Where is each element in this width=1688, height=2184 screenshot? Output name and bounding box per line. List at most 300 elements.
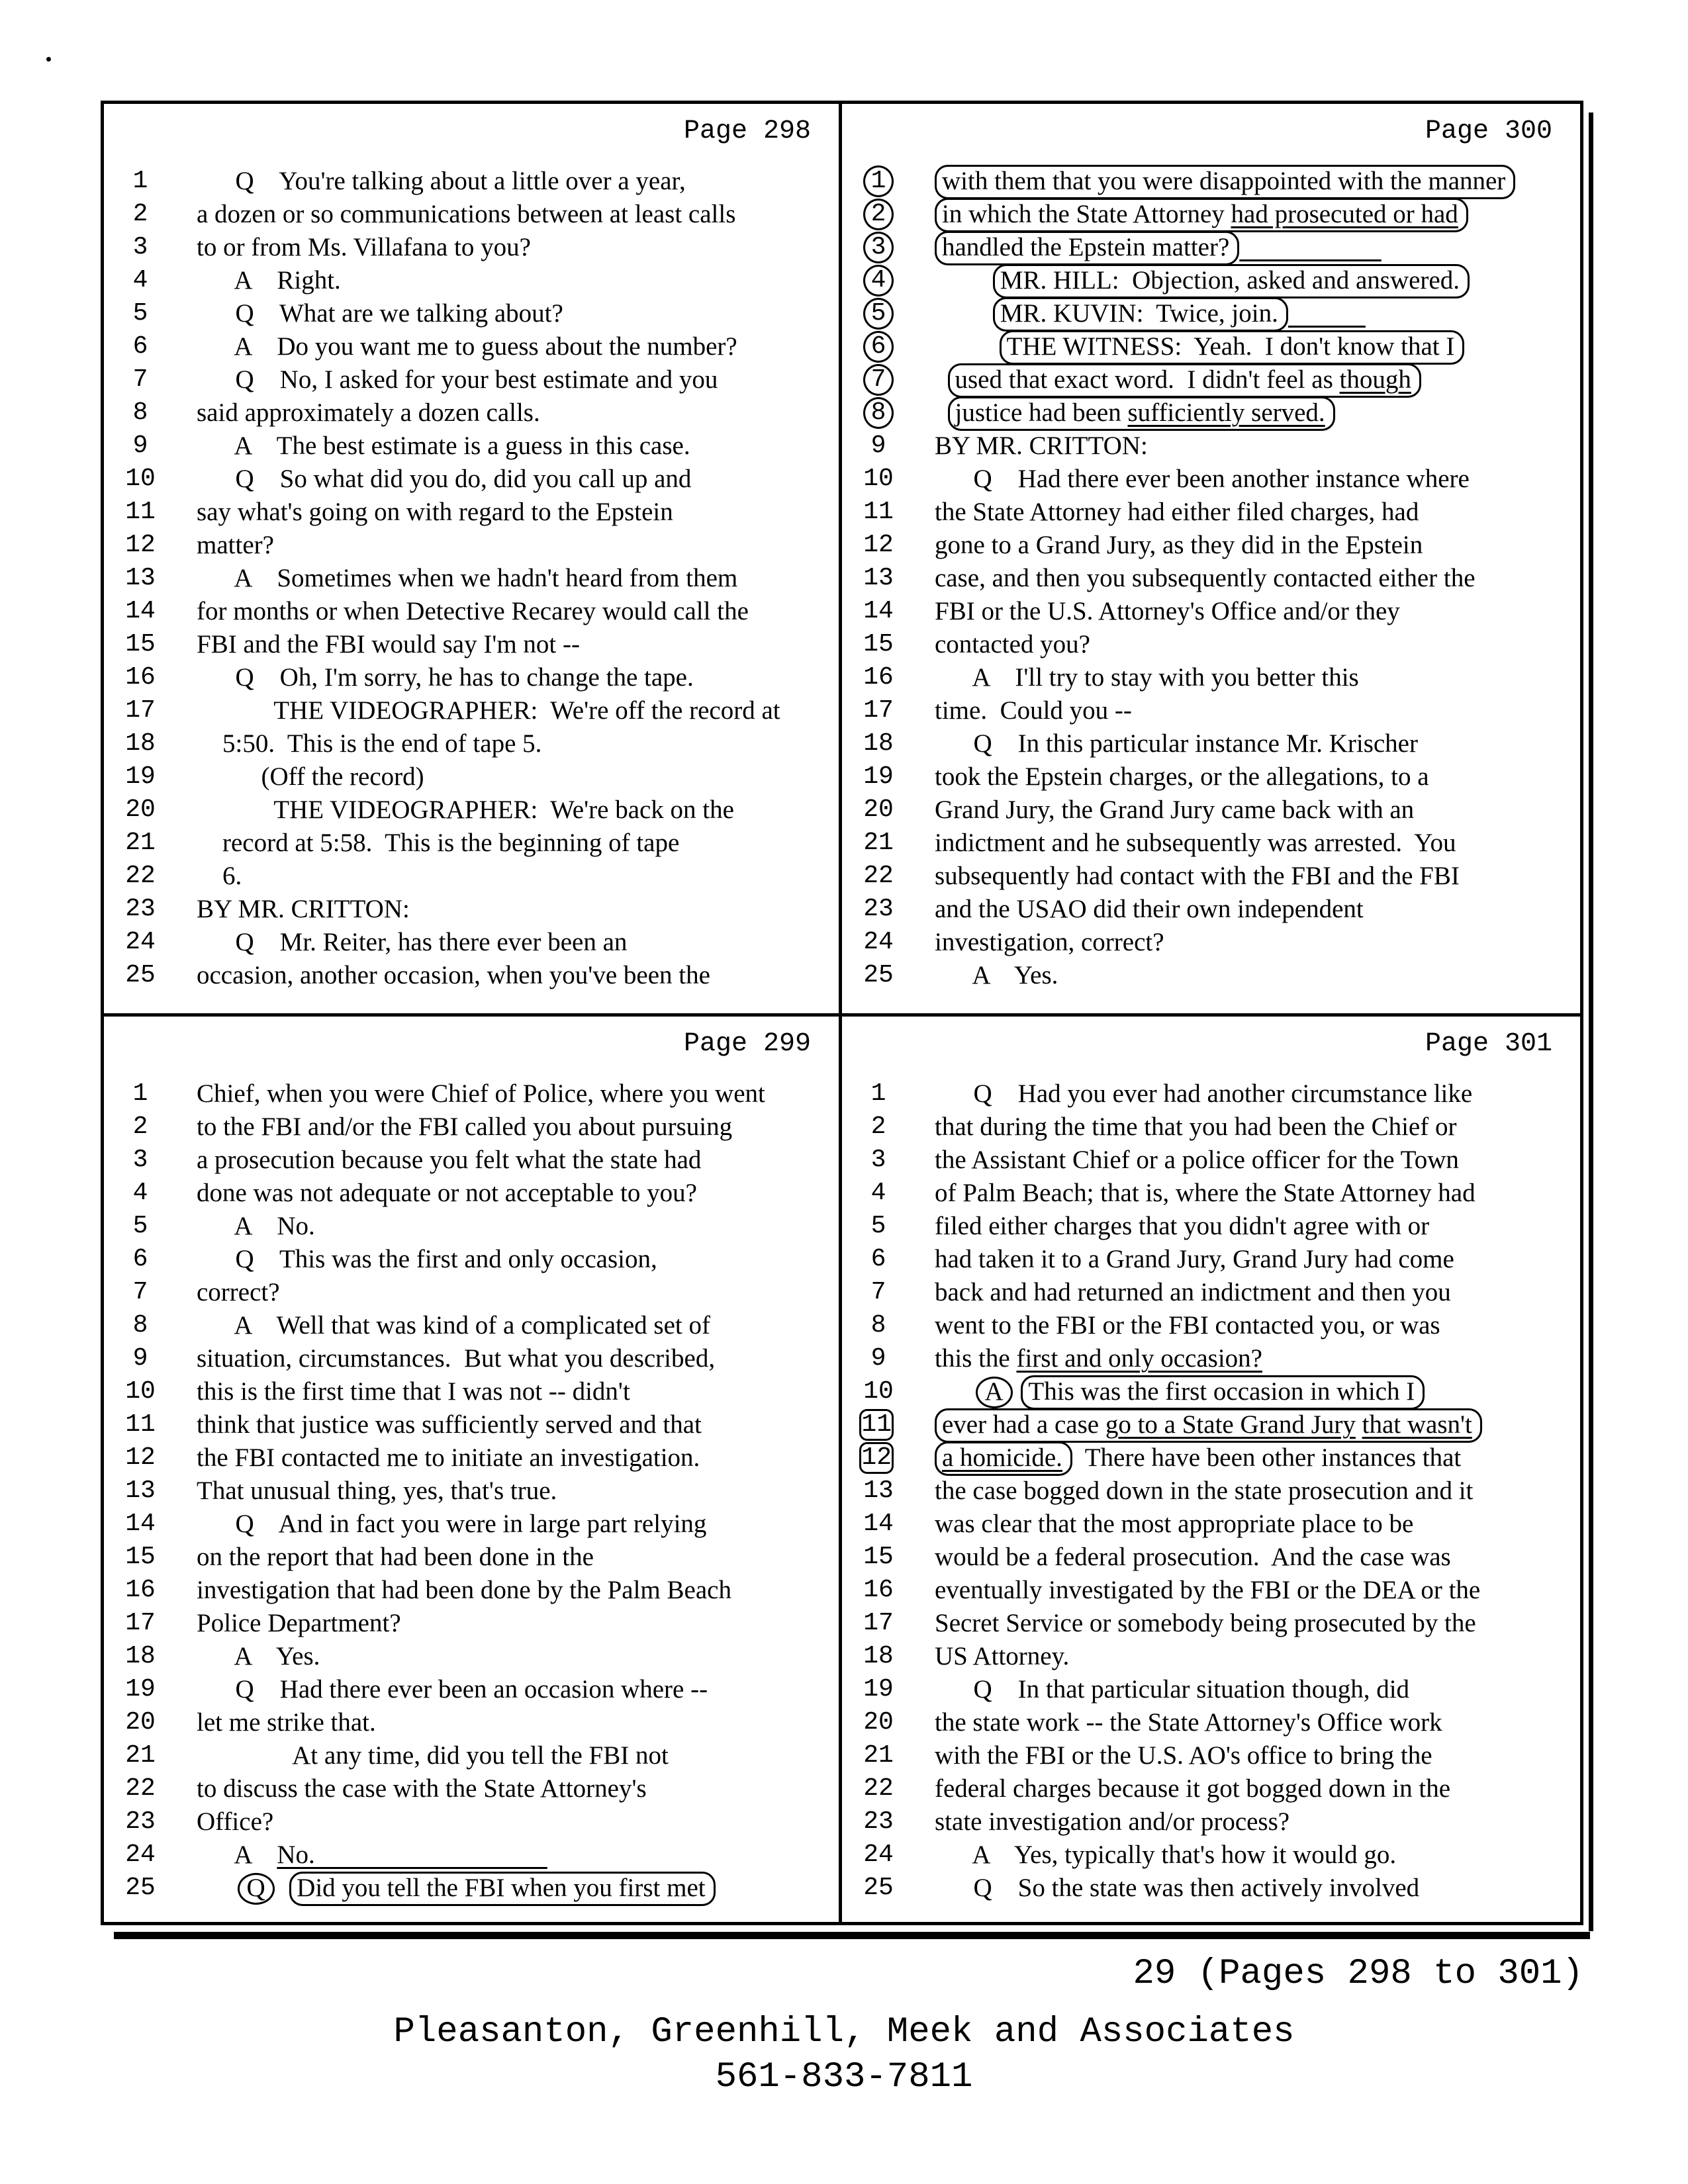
line-number: 15: [125, 1543, 156, 1571]
transcript-line: [104, 562, 839, 595]
line-segment: Office?: [197, 1807, 274, 1836]
line-segment: was clear that the most appropriate place to be: [935, 1510, 1414, 1538]
line-number: 12: [125, 531, 156, 559]
line-segment: THE WITNESS: Yeah. I don't know that I: [1006, 332, 1455, 361]
line-segment: though: [1339, 365, 1411, 394]
line-number: 4: [863, 265, 894, 296]
line-segment: Q So the state was then actively involved: [935, 1874, 1420, 1902]
line-text: [197, 1706, 839, 1739]
line-segment: This was the first occasion in which I: [1028, 1377, 1415, 1406]
line-number: 18: [863, 729, 894, 758]
line-text: [935, 860, 1580, 893]
line-number: 15: [863, 1543, 894, 1571]
line-segment: to discuss the case with the State Attorney's: [197, 1774, 647, 1803]
transcript-line: [104, 1772, 839, 1805]
transcript-line: [104, 893, 839, 926]
line-text: [935, 1077, 1580, 1111]
line-segment: That unusual thing, yes, that's true.: [197, 1477, 557, 1505]
line-segment: gone to a Grand Jury, as they did in the Epstein: [935, 531, 1423, 559]
transcript-line: [842, 860, 1580, 893]
line-segment: [935, 398, 948, 427]
line-text: [197, 430, 839, 463]
line-segment: A I'll try to stay with you better this: [935, 663, 1359, 692]
transcript-line: [842, 893, 1580, 926]
transcript-line: [104, 1077, 839, 1111]
transcript-line: [104, 496, 839, 529]
line-text: [935, 1177, 1580, 1210]
line-text: [197, 330, 839, 363]
line-number: 25: [125, 961, 156, 989]
transcript-line: [104, 628, 839, 661]
line-segment: [935, 266, 993, 295]
minipage-299: [104, 1017, 842, 1922]
transcript-line: [104, 959, 839, 992]
line-text: [197, 1243, 839, 1276]
line-text: [935, 1441, 1580, 1475]
annotation-box: [948, 363, 1421, 398]
line-text: [935, 1872, 1580, 1905]
line-segment: [935, 299, 993, 328]
line-segment: Q So what did you do, did you call up and: [197, 465, 692, 493]
line-number: 20: [863, 1708, 894, 1737]
line-number: 2: [863, 199, 894, 230]
line-segment: [935, 1377, 974, 1406]
line-text: [197, 297, 839, 330]
line-number: 7: [132, 365, 148, 394]
line-text: [935, 1475, 1580, 1508]
line-segment: Q Had you ever had another circumstance like: [935, 1079, 1473, 1108]
line-segment: [277, 1874, 290, 1902]
line-number: 18: [863, 1642, 894, 1670]
line-number: 19: [863, 762, 894, 791]
transcript-line: [842, 1111, 1580, 1144]
transcript-line: [104, 1111, 839, 1144]
transcript-line: [104, 330, 839, 363]
line-segment: A The best estimate is a guess in this case.: [197, 432, 690, 460]
line-segment: a prosecution because you felt what the state had: [197, 1146, 702, 1174]
line-segment: [1356, 1410, 1362, 1439]
line-number: 24: [125, 928, 156, 956]
transcript-line: [842, 1077, 1580, 1111]
line-segment: occasion, another occasion, when you've been the: [197, 961, 710, 989]
transcript-line: [842, 496, 1580, 529]
transcript-lines: [842, 1077, 1580, 1905]
line-text: [935, 727, 1580, 760]
line-segment: say what's going on with regard to the Epstein: [197, 498, 673, 526]
line-text: [197, 794, 839, 827]
line-segment: with them that you were disappointed with the manner: [942, 167, 1506, 195]
line-segment: A Do you want me to guess about the number?: [197, 332, 737, 361]
line-segment: for months or when Detective Recarey would call the: [197, 597, 749, 625]
line-number: 16: [863, 1576, 894, 1604]
line-segment: the State Attorney had either filed charges, had: [935, 498, 1419, 526]
line-text: [197, 198, 839, 231]
line-text: [197, 231, 839, 264]
line-number: 12: [863, 531, 894, 559]
transcript-line: [104, 363, 839, 396]
transcript-line: [104, 1706, 839, 1739]
line-number: 8: [863, 397, 894, 429]
transcript-line: [842, 1706, 1580, 1739]
line-number: 7: [870, 1278, 886, 1306]
line-text: [197, 595, 839, 628]
line-text: [935, 529, 1580, 562]
transcript-line: [104, 396, 839, 430]
line-text: [197, 1309, 839, 1342]
line-segment: this is the first time that I was not -- didn't: [197, 1377, 630, 1406]
line-number: 6: [863, 331, 894, 363]
line-segment: Q In that particular situation though, did: [935, 1675, 1410, 1704]
transcript-line: [104, 1640, 839, 1673]
line-number: 10: [863, 1377, 894, 1406]
transcript-line: [104, 1541, 839, 1574]
line-number: 2: [870, 1113, 886, 1141]
minipage-298: [104, 104, 842, 1017]
line-text: [935, 165, 1580, 198]
line-text: [935, 694, 1580, 727]
line-number: 16: [125, 1576, 156, 1604]
transcript-line: [842, 165, 1580, 198]
line-text: [935, 1276, 1580, 1309]
line-text: [935, 1144, 1580, 1177]
line-segment: correct?: [197, 1278, 280, 1306]
line-text: [197, 727, 839, 760]
line-segment: MR. KUVIN: Twice, join.: [1000, 299, 1278, 328]
line-text: [935, 1375, 1580, 1408]
transcript-line: [842, 1475, 1580, 1508]
line-segment: A Right.: [197, 266, 341, 295]
line-text: [935, 1839, 1580, 1872]
line-text: [197, 860, 839, 893]
line-segment: Q No, I asked for your best estimate and you: [197, 365, 718, 394]
line-segment: Q You're talking about a little over a year,: [197, 167, 686, 195]
line-text: [197, 1607, 839, 1640]
line-number: 1: [132, 167, 148, 195]
line-text: [935, 1706, 1580, 1739]
line-segment: Q In this particular instance Mr. Krischer: [935, 729, 1418, 758]
transcript-line: [104, 529, 839, 562]
line-segment: A Yes.: [935, 961, 1058, 989]
line-number: 25: [125, 1874, 156, 1902]
line-number: 21: [863, 829, 894, 857]
line-segment: 5:50. This is the end of tape 5.: [197, 729, 542, 758]
line-number: 10: [863, 465, 894, 493]
line-number: 6: [132, 1245, 148, 1273]
annotation-box: [935, 198, 1468, 232]
line-number: 14: [863, 597, 894, 625]
line-segment: Q Had there ever been an occasion where --: [197, 1675, 708, 1704]
line-segment: contacted you?: [935, 630, 1090, 659]
transcript-line: [104, 1872, 839, 1905]
line-number: 19: [125, 1675, 156, 1704]
line-segment: [1015, 1377, 1021, 1406]
line-text: [197, 1375, 839, 1408]
transcript-line: [842, 1839, 1580, 1872]
line-segment: FBI or the U.S. Attorney's Office and/or they: [935, 597, 1400, 625]
annotation-box: [1021, 1375, 1425, 1410]
transcript-line: [842, 1342, 1580, 1375]
line-number: 13: [863, 564, 894, 592]
line-text: [935, 1574, 1580, 1607]
scan-edge-bottom-bar: [114, 1932, 1590, 1939]
line-number: 4: [132, 266, 148, 295]
footer-court-reporter-name: Pleasanton, Greenhill, Meek and Associates: [393, 2012, 1295, 2052]
line-segment: situation, circumstances. But what you described,: [197, 1344, 716, 1373]
line-number: 16: [863, 663, 894, 692]
page-number-header: Page 299: [683, 1029, 811, 1059]
transcript-line: [104, 860, 839, 893]
line-number: 5: [863, 298, 894, 330]
line-number: 11: [859, 1409, 894, 1441]
line-number: 21: [125, 829, 156, 857]
line-segment: to or from Ms. Villafana to you?: [197, 233, 531, 261]
line-number: 22: [125, 862, 156, 890]
line-text: [935, 760, 1580, 794]
annotation-box: [935, 1408, 1482, 1443]
transcript-line: [842, 363, 1580, 396]
line-text: [197, 463, 839, 496]
line-segment: the state work -- the State Attorney's Office work: [935, 1708, 1442, 1737]
line-segment: used that exact word. I didn't feel as: [955, 365, 1340, 394]
line-segment: A: [976, 1377, 1013, 1408]
line-number: 9: [870, 432, 886, 460]
line-segment: on the report that had been done in the: [197, 1543, 594, 1571]
transcript-line: [104, 1276, 839, 1309]
transcript-line: [104, 1342, 839, 1375]
line-number: 25: [863, 961, 894, 989]
line-segment: a homicide.: [942, 1443, 1062, 1472]
line-text: [197, 1111, 839, 1144]
line-text: [197, 661, 839, 694]
line-text: [197, 165, 839, 198]
footer-page-reference: 29 (Pages 298 to 301): [1133, 1954, 1583, 1994]
line-number: 18: [125, 729, 156, 758]
line-segment: MR. HILL: Objection, asked and answered.: [1000, 266, 1460, 295]
transcript-line: [842, 694, 1580, 727]
line-number: 11: [125, 498, 156, 526]
line-number: 8: [870, 1311, 886, 1340]
line-segment: subsequently had contact with the FBI and the FBI: [935, 862, 1460, 890]
line-text: [197, 694, 839, 727]
line-text: [935, 1640, 1580, 1673]
line-segment: Q Had there ever been another instance where: [935, 465, 1470, 493]
line-text: [197, 1640, 839, 1673]
transcript-grid: [101, 101, 1583, 1925]
transcript-line: [842, 1243, 1580, 1276]
line-text: [197, 628, 839, 661]
line-segment: Q This was the first and only occasion,: [197, 1245, 657, 1273]
transcript-line: [842, 562, 1580, 595]
line-number: 12: [125, 1443, 156, 1472]
transcript-line: [842, 926, 1580, 959]
line-number: 19: [863, 1675, 894, 1704]
transcript-line: [104, 694, 839, 727]
line-text: [935, 264, 1580, 297]
line-segment: No.: [277, 1841, 547, 1869]
line-number: 25: [863, 1874, 894, 1902]
line-number: 21: [863, 1741, 894, 1770]
minipage-300: [842, 104, 1580, 1017]
line-text: [197, 363, 839, 396]
transcript-line: [842, 1607, 1580, 1640]
transcript-line: [842, 794, 1580, 827]
transcript-line: [842, 1772, 1580, 1805]
line-text: [935, 297, 1580, 330]
line-text: [197, 1408, 839, 1441]
line-number: 13: [125, 1477, 156, 1505]
line-number: 15: [863, 630, 894, 659]
transcript-line: [104, 661, 839, 694]
transcript-line: [842, 1739, 1580, 1772]
line-segment: investigation that had been done by the Palm Beach: [197, 1576, 731, 1604]
line-segment: Chief, when you were Chief of Police, where you went: [197, 1079, 765, 1108]
line-segment: A Yes, typically that's how it would go.: [935, 1841, 1397, 1869]
transcript-lines: [842, 165, 1580, 992]
line-number: 18: [125, 1642, 156, 1670]
line-segment: Q What are we talking about?: [197, 299, 563, 328]
line-segment: [935, 332, 1000, 361]
line-number: 23: [863, 1807, 894, 1836]
line-segment: Q And in fact you were in large part relying: [197, 1510, 707, 1538]
line-number: 20: [125, 1708, 156, 1737]
transcript-line: [842, 1508, 1580, 1541]
line-text: [197, 760, 839, 794]
line-segment: a dozen or so communications between at least calls: [197, 200, 736, 228]
line-number: 14: [125, 1510, 156, 1538]
line-segment: that wasn't: [1362, 1410, 1472, 1439]
line-segment: [935, 365, 948, 394]
scan-edge-right-bar: [1589, 113, 1593, 1931]
line-segment: Q Oh, I'm sorry, he has to change the tape.: [197, 663, 694, 692]
line-segment: the case bogged down in the state prosecution and it: [935, 1477, 1474, 1505]
transcript-line: [104, 595, 839, 628]
line-segment: [1239, 233, 1382, 261]
line-text: [197, 264, 839, 297]
line-text: [935, 1243, 1580, 1276]
line-segment: sufficiently served.: [1127, 398, 1325, 427]
transcript-line: [842, 661, 1580, 694]
transcript-line: [104, 165, 839, 198]
transcript-line: [842, 1276, 1580, 1309]
transcript-line: [104, 198, 839, 231]
transcript-line: [104, 760, 839, 794]
line-number: 17: [125, 696, 156, 725]
transcript-line: [104, 1243, 839, 1276]
line-number: 24: [863, 1841, 894, 1869]
annotation-box: [1000, 330, 1465, 365]
line-text: [197, 1673, 839, 1706]
annotation-box: [289, 1872, 715, 1906]
line-number: 23: [125, 1807, 156, 1836]
line-segment: There have been other instances that: [1072, 1443, 1462, 1472]
line-segment: go to a State Grand Jury: [1105, 1410, 1356, 1439]
transcript-lines: [104, 1077, 839, 1905]
line-text: [935, 330, 1580, 363]
line-number: 8: [132, 398, 148, 427]
transcript-line: [842, 1574, 1580, 1607]
line-number: 6: [132, 332, 148, 361]
line-number: 3: [863, 232, 894, 263]
transcript-line: [842, 297, 1580, 330]
line-text: [935, 1309, 1580, 1342]
annotation-box: [993, 264, 1470, 298]
transcript-line: [104, 231, 839, 264]
transcript-line: [842, 529, 1580, 562]
transcript-line: [842, 827, 1580, 860]
annotation-box: [993, 297, 1288, 332]
line-text: [935, 396, 1580, 430]
transcript-line: [842, 463, 1580, 496]
line-segment: first and only occasion?: [1016, 1344, 1262, 1373]
transcript-line: [104, 1739, 839, 1772]
line-text: [197, 562, 839, 595]
line-segment: let me strike that.: [197, 1708, 376, 1737]
line-segment: THE VIDEOGRAPHER: We're back on the: [197, 796, 734, 824]
line-segment: time. Could you --: [935, 696, 1132, 725]
line-number: 11: [125, 1410, 156, 1439]
line-number: 10: [125, 465, 156, 493]
transcript-line: [104, 1375, 839, 1408]
line-text: [935, 794, 1580, 827]
line-segment: handled the Epstein matter?: [942, 233, 1230, 261]
line-number: 12: [859, 1442, 894, 1474]
line-text: [197, 1739, 839, 1772]
line-segment: think that justice was sufficiently served and that: [197, 1410, 702, 1439]
line-number: 13: [125, 564, 156, 592]
line-text: [935, 1111, 1580, 1144]
transcript-line: [104, 1508, 839, 1541]
transcript-line: [104, 463, 839, 496]
transcript-line: [104, 926, 839, 959]
transcript-lines: [104, 165, 839, 992]
scan-artifact-dot: [46, 57, 51, 62]
line-segment: and the USAO did their own independent: [935, 895, 1364, 923]
transcript-line: [104, 1839, 839, 1872]
footer-phone-number: 561-833-7811: [715, 2057, 973, 2097]
transcript-line: [104, 1607, 839, 1640]
line-number: 1: [863, 165, 894, 197]
line-text: [935, 1805, 1580, 1839]
line-text: [935, 595, 1580, 628]
line-number: 2: [132, 200, 148, 228]
line-segment: to the FBI and/or the FBI called you about pursuing: [197, 1113, 733, 1141]
line-segment: Q: [238, 1873, 275, 1905]
transcript-line: [842, 198, 1580, 231]
transcript-line: [104, 1210, 839, 1243]
line-text: [935, 1508, 1580, 1541]
page-number-header: Page 301: [1425, 1029, 1552, 1059]
line-text: [935, 1210, 1580, 1243]
line-text: [935, 959, 1580, 992]
line-segment: went to the FBI or the FBI contacted you, or was: [935, 1311, 1440, 1340]
line-number: 11: [863, 498, 894, 526]
line-number: 6: [870, 1245, 886, 1273]
line-text: [197, 529, 839, 562]
line-text: [935, 1772, 1580, 1805]
line-segment: BY MR. CRITTON:: [197, 895, 410, 923]
line-segment: this the: [935, 1344, 1017, 1373]
line-segment: case, and then you subsequently contacted either the: [935, 564, 1476, 592]
line-number: 21: [125, 1741, 156, 1770]
line-segment: Police Department?: [197, 1609, 401, 1637]
annotation-box: [935, 231, 1239, 265]
line-segment: indictment and he subsequently was arrested. You: [935, 829, 1456, 857]
line-text: [197, 1177, 839, 1210]
line-text: [935, 827, 1580, 860]
transcript-line: [104, 264, 839, 297]
transcript-line: [842, 396, 1580, 430]
line-segment: would be a federal prosecution. And the case was: [935, 1543, 1451, 1571]
